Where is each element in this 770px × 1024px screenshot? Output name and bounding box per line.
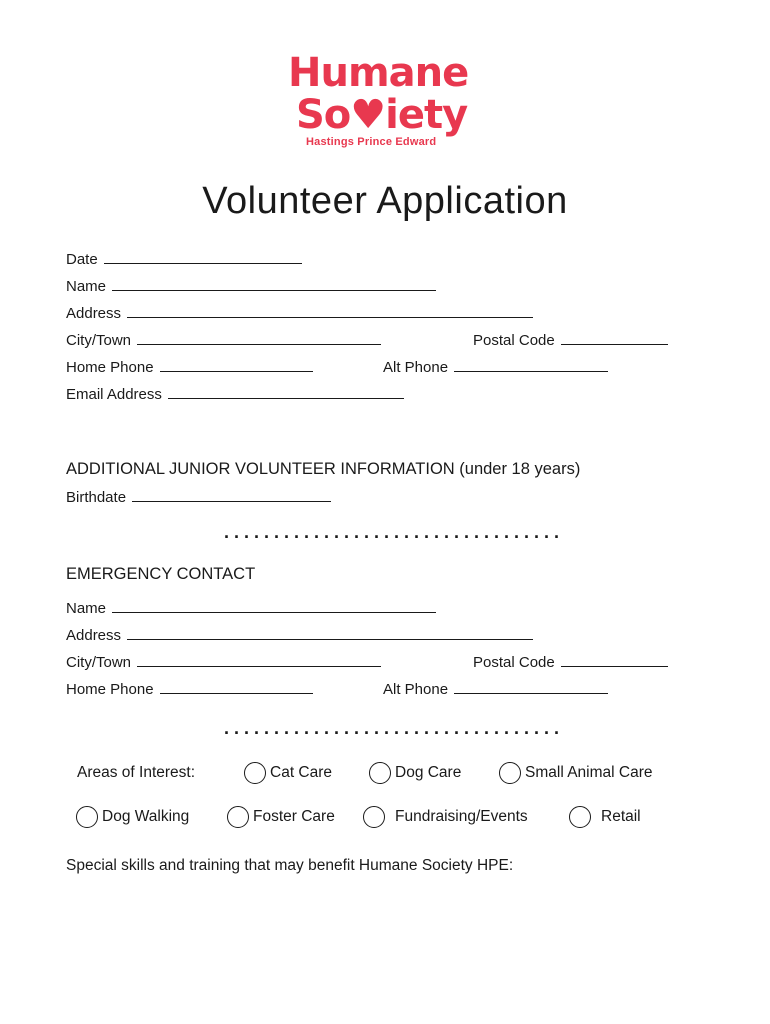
email-field[interactable] (66, 386, 404, 403)
radio-circle-icon[interactable] (499, 762, 521, 784)
alt-phone-field[interactable] (383, 359, 608, 376)
skills-label: Special skills and training that may benefit Humane Society HPE: (66, 857, 514, 874)
ec-city-field[interactable] (66, 654, 381, 671)
radio-circle-icon[interactable] (244, 762, 266, 784)
birthdate-label: Birthdate (66, 489, 127, 506)
divider-1: .................................. (224, 522, 565, 542)
ec-home-phone-field[interactable] (66, 681, 313, 698)
email-blank[interactable] (168, 386, 404, 399)
ec-postal-field[interactable] (473, 654, 668, 671)
option-label: Small Animal Care (525, 764, 653, 781)
city-field[interactable] (66, 332, 381, 349)
ec-home-phone-label: Home Phone (66, 681, 154, 698)
option-fundraising-events[interactable] (363, 806, 528, 828)
page-title: Volunteer Application (202, 180, 568, 222)
logo-society (296, 92, 467, 138)
birthdate-field[interactable] (66, 489, 331, 506)
heart-icon: ♥ (350, 92, 386, 138)
ec-alt-phone-label: Alt Phone (383, 681, 449, 698)
address-blank[interactable] (127, 305, 533, 318)
ec-name-blank[interactable] (112, 600, 436, 613)
logo-society-a: So (296, 92, 351, 138)
name-label: Name (66, 278, 107, 295)
date-field[interactable] (66, 251, 302, 268)
ec-address-label: Address (66, 627, 122, 644)
logo-subtitle: Hastings Prince Edward (306, 136, 437, 148)
emergency-heading: EMERGENCY CONTACT (66, 565, 256, 583)
option-label: Cat Care (270, 764, 333, 781)
alt-phone-blank[interactable] (454, 359, 608, 372)
option-label: Dog Care (395, 764, 462, 781)
date-label: Date (66, 251, 98, 268)
name-blank[interactable] (112, 278, 436, 291)
name-field[interactable] (66, 278, 436, 295)
option-retail[interactable] (569, 806, 641, 828)
logo-humane: Humane (288, 50, 469, 96)
home-phone-field[interactable] (66, 359, 313, 376)
date-blank[interactable] (104, 251, 302, 264)
radio-circle-icon[interactable] (369, 762, 391, 784)
option-label: Foster Care (253, 808, 335, 825)
address-label: Address (66, 305, 122, 322)
option-dog-walking[interactable] (76, 806, 189, 828)
radio-circle-icon[interactable] (363, 806, 385, 828)
ec-home-phone-blank[interactable] (160, 681, 313, 694)
birthdate-blank[interactable] (132, 489, 331, 502)
city-blank[interactable] (137, 332, 381, 345)
ec-city-label: City/Town (66, 654, 132, 671)
radio-circle-icon[interactable] (227, 806, 249, 828)
option-foster-care[interactable] (227, 806, 335, 828)
address-field[interactable] (66, 305, 533, 322)
ec-city-blank[interactable] (137, 654, 381, 667)
ec-address-blank[interactable] (127, 627, 533, 640)
option-dog-care[interactable] (369, 762, 461, 784)
ec-alt-phone-blank[interactable] (454, 681, 608, 694)
home-phone-label: Home Phone (66, 359, 154, 376)
city-label: City/Town (66, 332, 132, 349)
ec-alt-phone-field[interactable] (383, 681, 608, 698)
ec-name-field[interactable] (66, 600, 436, 617)
home-phone-blank[interactable] (160, 359, 313, 372)
radio-circle-icon[interactable] (569, 806, 591, 828)
interests-label: Areas of Interest: (77, 764, 196, 781)
junior-heading: ADDITIONAL JUNIOR VOLUNTEER INFORMATION (under 18 years) (66, 460, 581, 478)
radio-circle-icon[interactable] (76, 806, 98, 828)
option-cat-care[interactable] (244, 762, 332, 784)
ec-postal-blank[interactable] (561, 654, 668, 667)
postal-blank[interactable] (561, 332, 668, 345)
logo-society-b: iety (385, 92, 468, 138)
option-small-animal-care[interactable] (499, 762, 653, 784)
option-label: Dog Walking (102, 808, 190, 825)
email-label: Email Address (66, 386, 162, 403)
ec-postal-label: Postal Code (473, 654, 555, 671)
postal-field[interactable] (473, 332, 668, 349)
alt-phone-label: Alt Phone (383, 359, 449, 376)
option-label: Fundraising/Events (395, 808, 528, 825)
divider-2: .................................. (224, 718, 565, 738)
ec-name-label: Name (66, 600, 107, 617)
option-label: Retail (601, 808, 641, 825)
ec-address-field[interactable] (66, 627, 533, 644)
postal-label: Postal Code (473, 332, 555, 349)
